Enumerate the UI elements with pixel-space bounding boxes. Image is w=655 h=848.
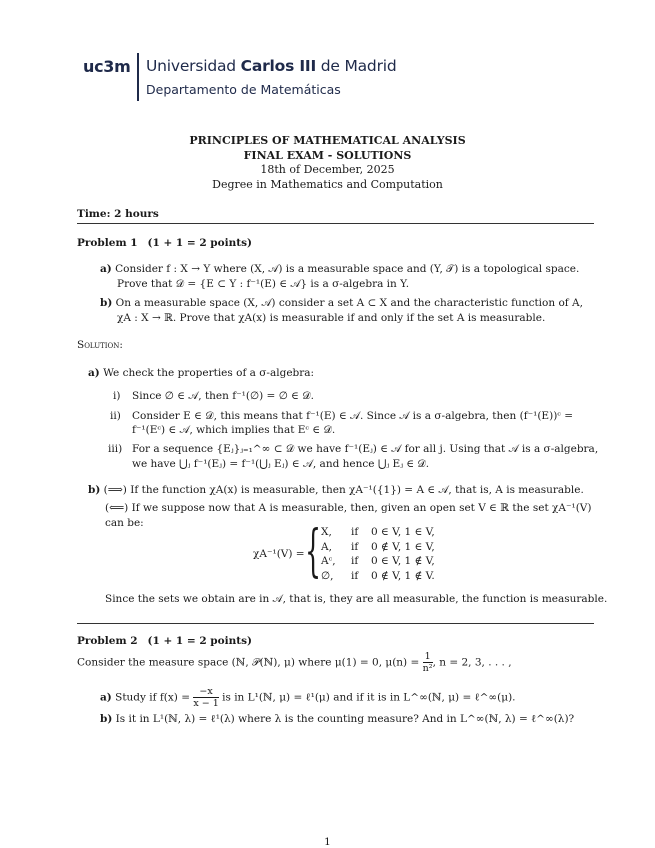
solution-b-line2: (⟸) If we suppose now that A is measurable, then, given an open set V ∈ ℝ the set χA⁻¹(V) xyxy=(105,502,592,514)
solution-b-line3: can be: xyxy=(105,517,144,529)
problem2-heading: Problem 2 xyxy=(77,635,138,647)
solution-b xyxy=(88,483,584,497)
problem1-b xyxy=(100,296,583,310)
department-name: Departamento de Matemáticas xyxy=(146,82,341,97)
problem1-heading: Problem 1 xyxy=(77,237,138,249)
solution-ii-label: ii) xyxy=(110,410,121,422)
left-brace: { xyxy=(305,519,322,584)
fraction-neg-x-over-x-minus-1 xyxy=(193,686,218,709)
problem1-b-line2: χA : X → ℝ. Prove that χA(x) is measurable if and only if the set A is measurable. xyxy=(117,312,546,324)
solution-a xyxy=(88,366,314,380)
fraction-numerator: 1 xyxy=(424,651,431,662)
solution-b-label: b) xyxy=(88,484,101,496)
problem2-a-left: Study if f(x) = xyxy=(115,691,191,704)
fraction-numerator: −x xyxy=(193,686,218,698)
exam-title-block xyxy=(0,134,655,192)
solution-i-label: i) xyxy=(113,390,121,402)
divider-top xyxy=(77,223,594,224)
university-suffix: de Madrid xyxy=(316,57,397,75)
solution-ii-line2: f⁻¹(Eᶜ) ∈ 𝒜, which implies that Eᶜ ∈ 𝒟. xyxy=(132,424,336,436)
cases-lhs: χA⁻¹(V) = xyxy=(253,548,305,560)
problem2-intro xyxy=(77,651,512,674)
problem2-a xyxy=(100,686,516,709)
case-set: A, xyxy=(321,540,332,553)
problem1-b-label: b) xyxy=(100,297,113,309)
solution-iii-line2: we have ⋃ⱼ f⁻¹(Eⱼ) = f⁻¹(⋃ⱼ Eⱼ) ∈ 𝒜, and hence ⋃ⱼ Eⱼ ∈ 𝒟. xyxy=(132,458,430,470)
solution-a-intro: We check the properties of a σ-algebra: xyxy=(103,367,315,379)
problem2-points: (1 + 1 = 2 points) xyxy=(147,635,252,647)
degree-name: Degree in Mathematics and Computation xyxy=(212,177,443,191)
solution-i-text: Since ∅ ∈ 𝒜, then f⁻¹(∅) = ∅ ∈ 𝒟. xyxy=(132,390,315,402)
problem2-b xyxy=(100,712,574,726)
case-condition: 0 ∉ V, 1 ∉ V. xyxy=(371,569,435,582)
logo-mark: uc3m xyxy=(83,57,131,76)
course-title: PRINCIPLES OF MATHEMATICAL ANALYSIS xyxy=(189,134,466,147)
university-bold: Carlos III xyxy=(240,57,317,75)
problem2-b-text: Is it in L¹(ℕ, λ) = ℓ¹(λ) where λ is the counting measure? And in L^∞(ℕ, λ) = ℓ^∞(λ)? xyxy=(115,713,575,725)
solution-b-line1: (⟹) If the function χA(x) is measurable, then χA⁻¹({1}) = A ∈ 𝒜, that is, A is measurable. xyxy=(103,484,584,496)
fraction-denominator: x − 1 xyxy=(193,698,219,709)
solution-iii-line1: For a sequence {Eⱼ}ⱼ₌₁^∞ ⊂ 𝒟 we have f⁻¹(Eⱼ) ∈ 𝒜 for all j. Using that 𝒜 is a σ-algebra, xyxy=(132,443,599,455)
problem2-a-label: a) xyxy=(100,691,112,704)
logo-divider xyxy=(137,53,139,101)
case-if: if xyxy=(351,569,359,582)
problem1-a-line1: Consider f : X → Y where (X, 𝒜) is a measurable space and (Y, 𝒯) is a topological space. xyxy=(115,263,580,275)
page-number: 1 xyxy=(324,836,331,848)
solution-ii-line1: Consider E ∈ 𝒟, this means that f⁻¹(E) ∈ 𝒜. Since 𝒜 is a σ-algebra, then (f⁻¹(E))ᶜ = xyxy=(132,410,574,422)
problem2-header xyxy=(77,634,252,648)
problem2-intro-right: , n = 2, 3, . . . , xyxy=(432,656,512,669)
problem1-points: (1 + 1 = 2 points) xyxy=(147,237,252,249)
case-set: X, xyxy=(321,526,332,538)
problem2-b-label: b) xyxy=(100,713,113,725)
solution-iii-label: iii) xyxy=(108,443,123,455)
case-if: if xyxy=(351,540,359,553)
fraction-denominator: n² xyxy=(422,663,433,674)
solution-heading: Solution: xyxy=(77,339,123,351)
solution-a-label: a) xyxy=(88,367,100,379)
exam-date: 18th of December, 2025 xyxy=(260,163,395,176)
problem1-a-line2: Prove that 𝒟 = {E ⊂ Y : f⁻¹(E) ∈ 𝒜} is a σ-algebra in Y. xyxy=(117,278,410,290)
case-set: Aᶜ, xyxy=(321,555,336,567)
problem1-a xyxy=(100,262,579,276)
case-condition: 0 ∈ V, 1 ∉ V, xyxy=(371,555,435,567)
university-prefix: Universidad xyxy=(146,57,241,75)
divider-middle xyxy=(77,623,594,624)
case-if: if xyxy=(351,526,359,538)
problem1-b-line1: On a measurable space (X, 𝒜) consider a set A ⊂ X and the characteristic function of A, xyxy=(115,297,583,309)
case-if: if xyxy=(351,555,359,567)
university-name xyxy=(146,57,397,75)
case-condition: 0 ∉ V, 1 ∈ V, xyxy=(371,540,435,553)
exam-title: FINAL EXAM - SOLUTIONS xyxy=(243,148,412,162)
case-set: ∅, xyxy=(321,569,334,582)
problem2-intro-left: Consider the measure space (ℕ, 𝒫(ℕ), μ) where μ(1) = 0, μ(n) = xyxy=(77,656,420,669)
problem1-a-label: a) xyxy=(100,263,112,275)
time-limit: Time: 2 hours xyxy=(77,208,159,220)
problem2-a-right: is in L¹(ℕ, μ) = ℓ¹(μ) and if it is in L^∞(ℕ, μ) = ℓ^∞(μ). xyxy=(222,691,516,704)
problem1-header xyxy=(77,236,252,250)
case-condition: 0 ∈ V, 1 ∈ V, xyxy=(371,526,435,538)
solution-conclusion: Since the sets we obtain are in 𝒜, that is, they are all measurable, the function is measurable. xyxy=(105,593,608,605)
fraction-1-over-n2 xyxy=(423,651,433,674)
